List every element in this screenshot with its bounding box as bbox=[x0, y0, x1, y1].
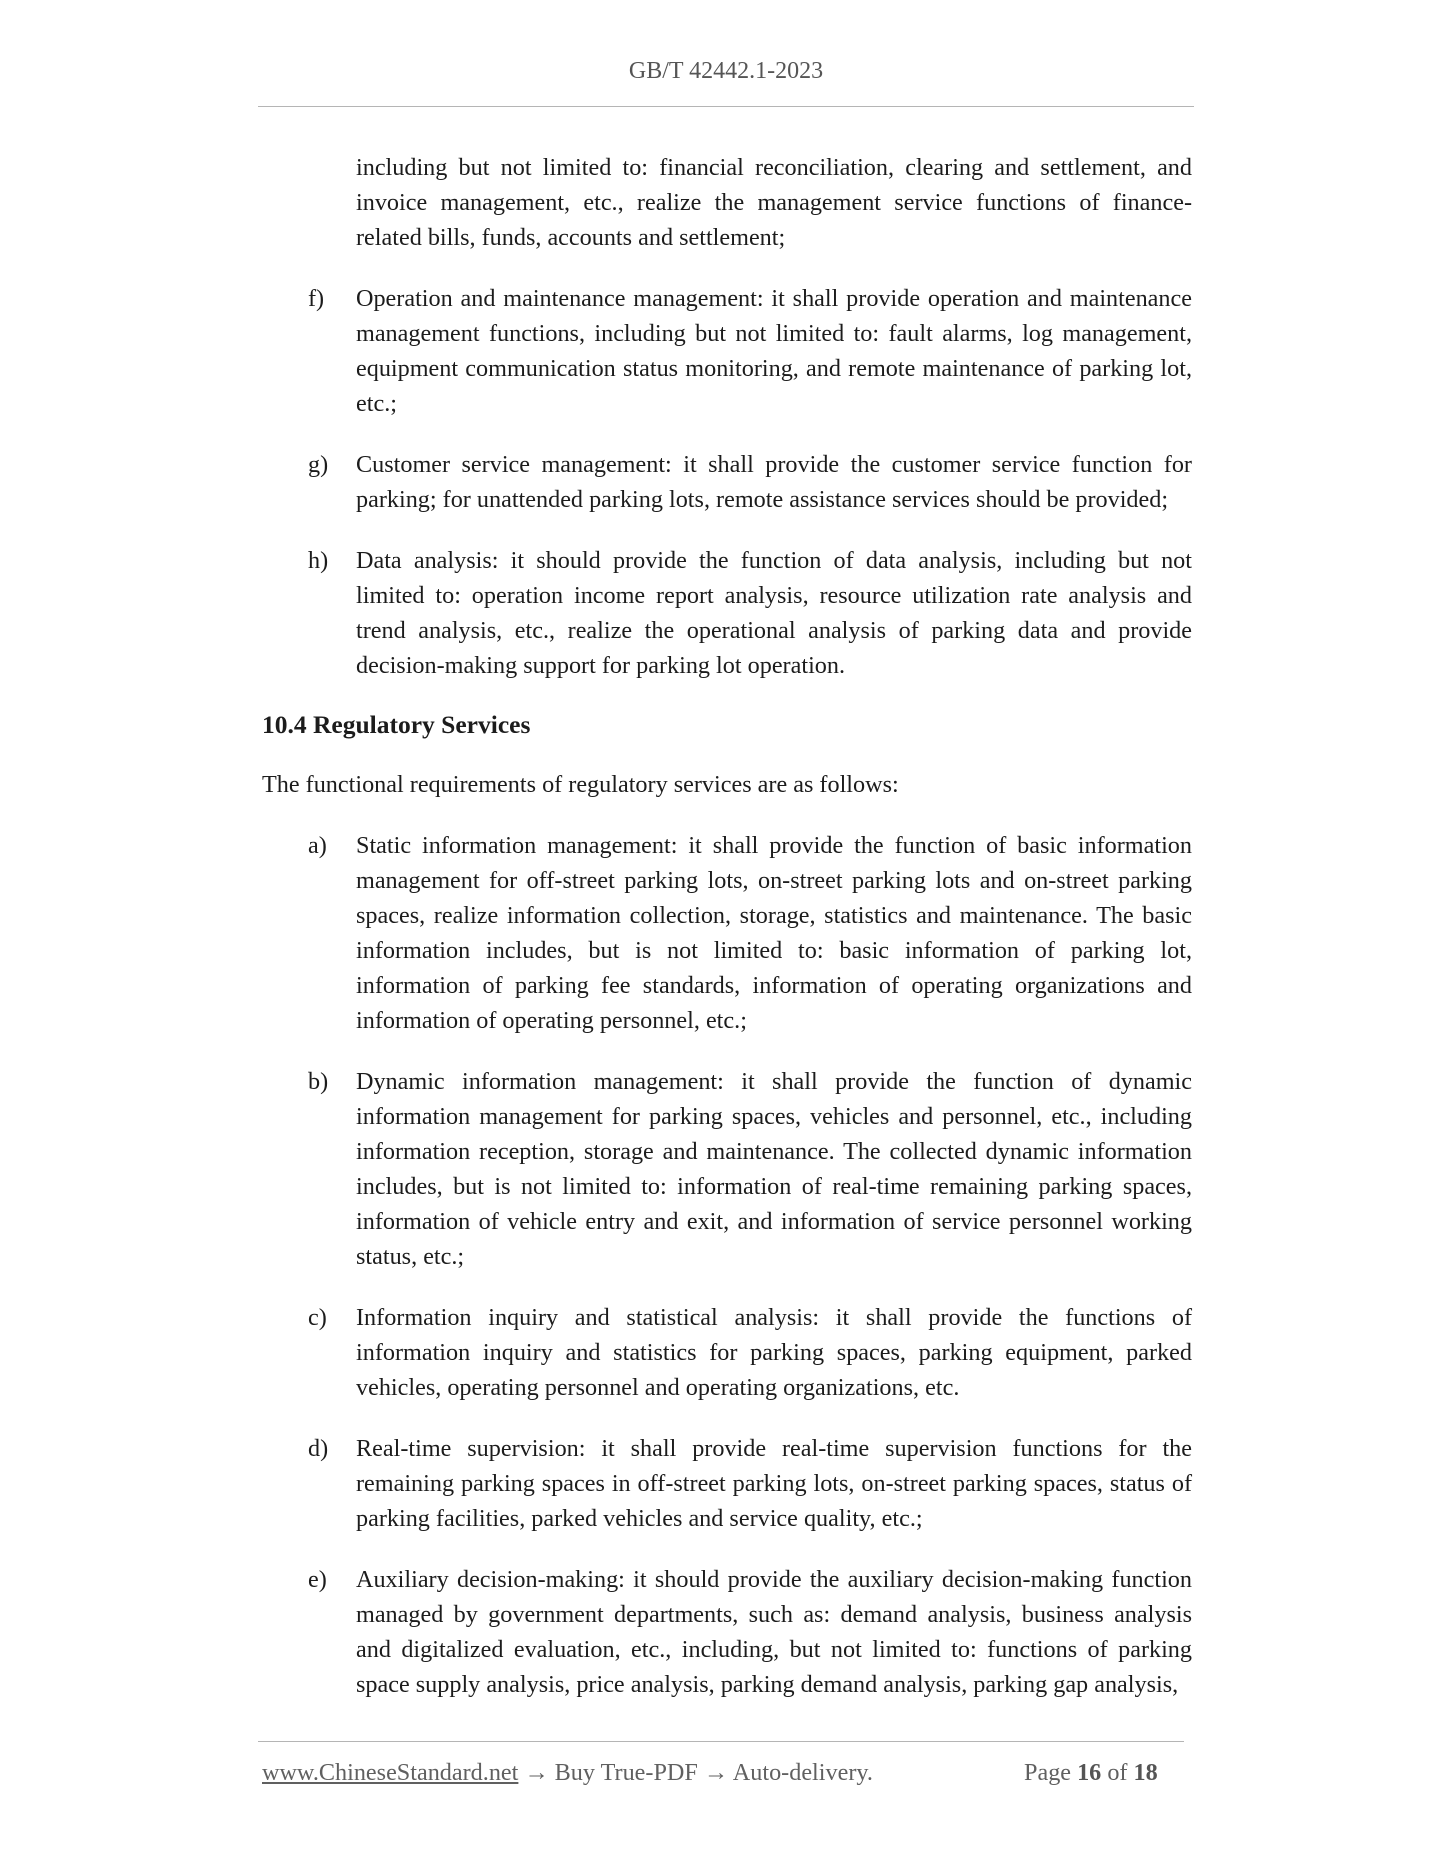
list-item bbox=[262, 828, 1192, 1038]
arrow-right-icon: → bbox=[524, 1759, 549, 1786]
page-body bbox=[262, 150, 1192, 1702]
list-item-text: Information inquiry and statistical analysis: it shall provide the functions of information inquiry and statistics for parking spaces, parking equipment, parked vehicles, operating personnel and operating organizations, etc. bbox=[356, 1304, 1192, 1401]
page-number: 16 bbox=[1077, 1759, 1102, 1786]
list-item bbox=[262, 543, 1192, 683]
footer-divider bbox=[258, 1741, 1184, 1742]
list-marker: e) bbox=[308, 1566, 327, 1593]
list-marker: h) bbox=[308, 547, 329, 574]
list-item-text: Static information management: it shall provide the function of basic information management for off-street parking lots, on-street parking lots and on-street parking spaces, realize information collection, storage, statistics and maintenance. The basic information includes, but is not limited to: basic information of parking lot, information of parking fee standards, information of operating organizations and information of operating personnel, etc.; bbox=[356, 832, 1192, 1034]
header-divider bbox=[258, 106, 1194, 107]
list-marker: c) bbox=[308, 1304, 327, 1331]
list-item bbox=[262, 281, 1192, 421]
list-item bbox=[262, 1431, 1192, 1536]
list-marker: g) bbox=[308, 451, 329, 478]
continued-paragraph: including but not limited to: financial reconciliation, clearing and settlement, and invoice management, etc., realize the management service functions of finance-related bills, funds, accounts and settlement; bbox=[356, 154, 1192, 251]
document-code-header: GB/T 42442.1-2023 bbox=[628, 58, 824, 84]
total-pages: 18 bbox=[1133, 1759, 1158, 1786]
list-marker: b) bbox=[308, 1068, 329, 1095]
arrow-right-icon: → bbox=[703, 1759, 729, 1786]
list-item-text: Customer service management: it shall provide the customer service function for parking; for unattended parking lots, remote assistance services should be provided; bbox=[356, 451, 1192, 513]
list-item-text: Dynamic information management: it shall provide the function of dynamic information management for parking spaces, vehicles and personnel, etc., including information reception, storage and maintenance. The collected dynamic information includes, but is not limited to: information of real-time remaining parking spaces, information of vehicle entry and exit, and information of service personnel working status, etc.; bbox=[356, 1068, 1192, 1270]
list-marker: a) bbox=[308, 832, 327, 859]
list-item-text: Auxiliary decision-making: it should provide the auxiliary decision-making function managed by government departments, such as: demand analysis, business analysis and digitalized evaluation, etc., including, but not limited to: functions of parking space supply analysis, price analysis, parking demand analysis, parking gap analysis, bbox=[356, 1566, 1192, 1698]
buy-pdf-text: Buy True-PDF bbox=[554, 1759, 698, 1786]
list-item bbox=[262, 447, 1192, 517]
list-marker: f) bbox=[308, 285, 325, 312]
page-indicator bbox=[1024, 1756, 1158, 1790]
list-item bbox=[262, 1562, 1192, 1702]
page-label: Page bbox=[1024, 1759, 1072, 1786]
list-item-text: Data analysis: it should provide the function of data analysis, including but not limited to: operation income report analysis, resource utilization rate analysis and trend analysis, etc., realize the operational analysis of parking data and provide decision-making support for parking lot operation. bbox=[356, 547, 1192, 679]
list-item bbox=[262, 1064, 1192, 1274]
footer-promo bbox=[262, 1756, 873, 1790]
list-item-text: Real-time supervision: it shall provide real-time supervision functions for the remaining parking spaces in off-street parking lots, on-street parking spaces, status of parking facilities, parked vehicles and service quality, etc.; bbox=[356, 1435, 1192, 1532]
list-marker: d) bbox=[308, 1435, 329, 1462]
site-link[interactable]: www.ChineseStandard.net bbox=[262, 1759, 519, 1786]
auto-delivery-text: Auto-delivery. bbox=[732, 1759, 873, 1786]
list-item bbox=[262, 1300, 1192, 1405]
of-label: of bbox=[1107, 1759, 1128, 1786]
section-intro: The functional requirements of regulatory services are as follows: bbox=[262, 771, 899, 798]
list-item-text: Operation and maintenance management: it shall provide operation and maintenance management functions, including but not limited to: fault alarms, log management, equipment communication status monitoring, and remote maintenance of parking lot, etc.; bbox=[356, 285, 1192, 417]
section-heading: 10.4 Regulatory Services bbox=[262, 710, 531, 739]
